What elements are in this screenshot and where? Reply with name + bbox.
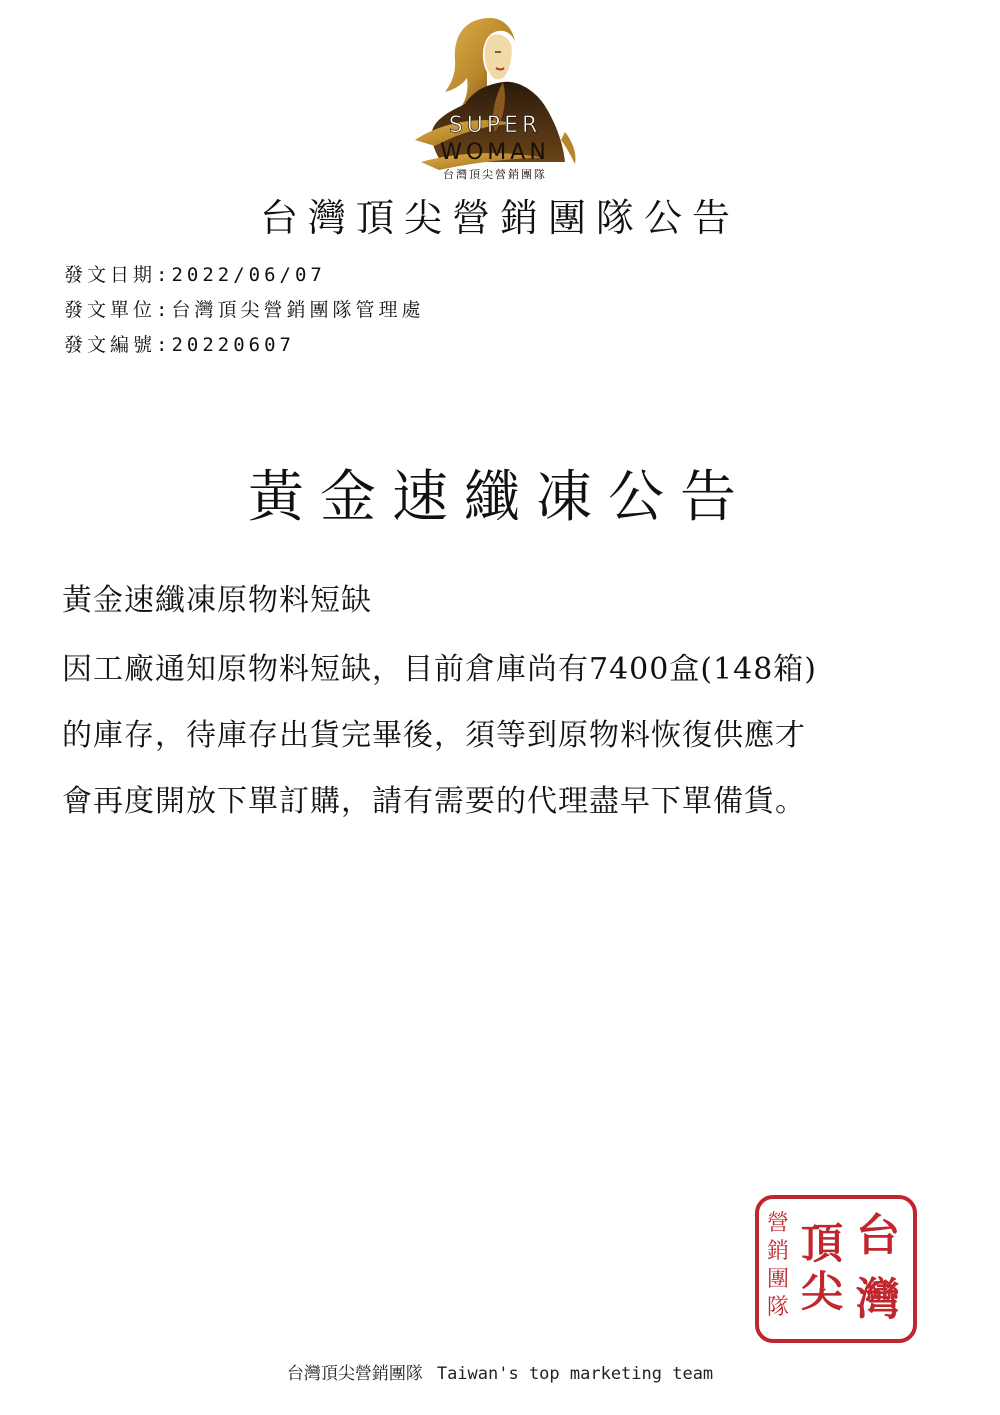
issuing-unit: 發文單位:台灣頂尖營銷團隊管理處	[64, 299, 425, 321]
page-footer	[0, 1361, 1000, 1387]
seal-char: 銷	[766, 1239, 790, 1264]
logo-line2: WOMAN	[440, 140, 550, 165]
notice-title: 黃金速纖凍公告	[248, 465, 752, 530]
document-number: 發文編號:20220607	[64, 334, 295, 356]
seal-char: 頂	[800, 1219, 844, 1268]
organization-title: 台灣頂尖營銷團隊公告	[259, 196, 740, 240]
woman-silhouette-icon	[395, 12, 595, 184]
brand-logo	[395, 12, 595, 184]
body-line: 因工廠通知原物料短缺，目前倉庫尚有7400盒(148箱)	[62, 652, 818, 687]
issue-date: 發文日期:2022/06/07	[64, 264, 326, 286]
seal-char: 營	[766, 1211, 790, 1236]
logo-line1: SUPER	[448, 113, 542, 138]
seal-char: 灣	[856, 1274, 900, 1325]
seal-char: 尖	[800, 1267, 844, 1316]
seal-stamp-icon	[754, 1194, 918, 1344]
logo-tagline: 台灣頂尖營銷團隊	[443, 168, 547, 181]
footer-chinese-name: 台灣頂尖營銷團隊	[286, 1364, 423, 1384]
footer-english-name: Taiwan's top marketing team	[436, 1364, 714, 1384]
document-meta	[64, 258, 424, 363]
notice-subheading: 黃金速纖凍原物料短缺	[62, 583, 372, 618]
seal-char: 團	[766, 1267, 790, 1292]
notice-body	[62, 642, 817, 840]
seal-char: 台	[856, 1210, 900, 1261]
body-line: 的庫存，待庫存出貨完畢後，須等到原物料恢復供應才	[62, 718, 806, 753]
seal-char: 隊	[766, 1295, 790, 1320]
official-seal	[754, 1194, 918, 1344]
body-line: 會再度開放下單訂購，請有需要的代理盡早下單備貨。	[62, 784, 806, 819]
